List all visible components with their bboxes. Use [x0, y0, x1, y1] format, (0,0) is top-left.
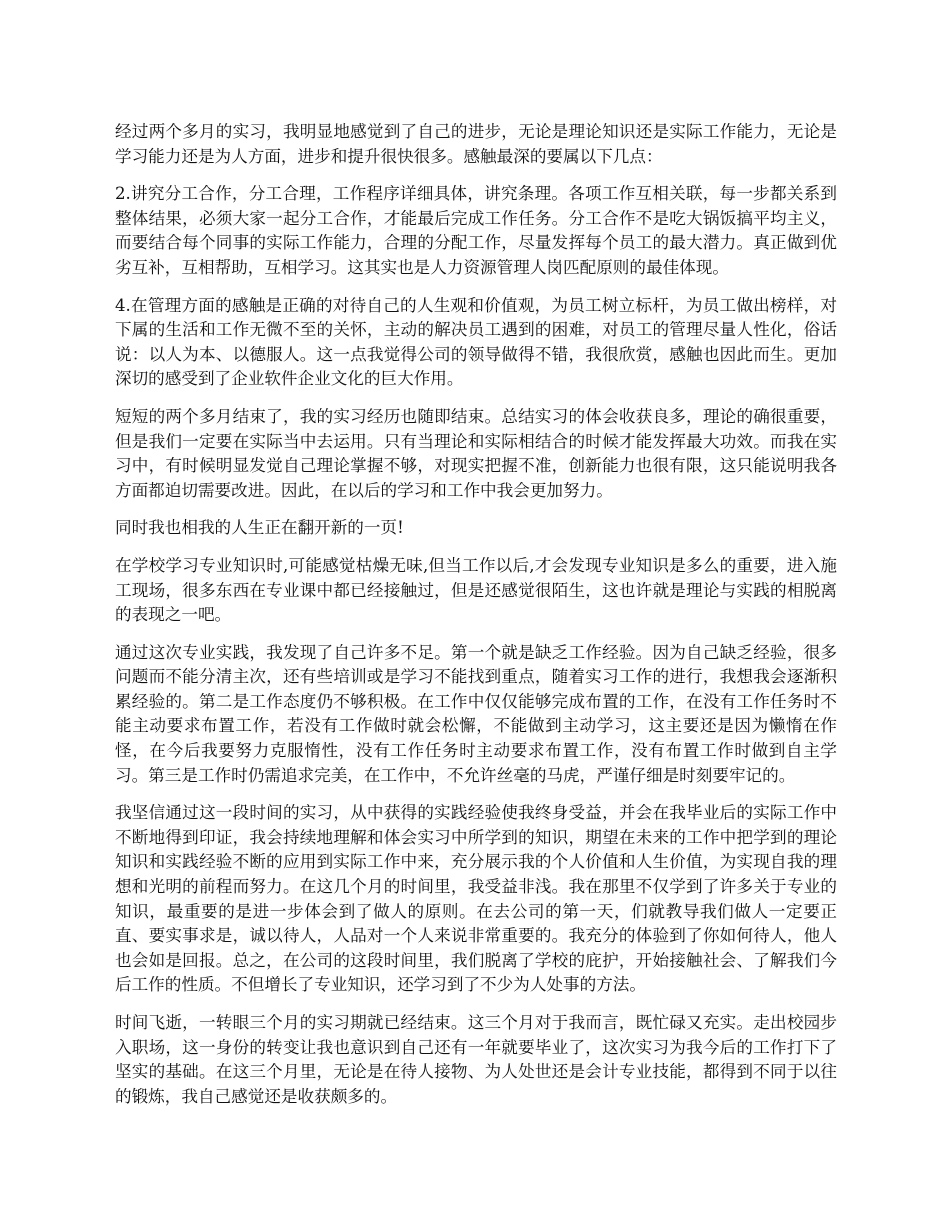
paragraph-conviction: 我坚信通过这一段时间的实习，从中获得的实践经验使我终身受益，并会在我毕业后的实际工作中不断地得到印证，我会持续地理解和体会实习中所学到的知识，期望在未来的工作中把学到的理论知识和实践经验不断的应用到实际工作中来，充分展示我的个人价值和人生价值，为实现自我的理想和光明的前程而努力。在这几个月的时间里，我受益非浅。我在那里不仅学到了许多关于专业的知识，最重要的是进一步体会到了做人的原则。在去公司的第一天，们就教导我们做人一定要正直、要实事求是，诚以待人，人品对一个人来说非常重要的。我充分的体验到了你如何待人，他人也会如是回报。总之，在公司的这段时间里，我们脱离了学校的庇护，开始接触社会、了解我们今后工作的性质。不但增长了专业知识，还学习到了不少为人处事的方法。: [115, 803, 837, 995]
paragraph-teamwork: 2.讲究分工合作，分工合理，工作程序详细具体，讲究条理。各项工作互相关联，每一步都关系到整体结果，必须大家一起分工合作，才能最后完成工作任务。分工合作不是吃大锅饭搞平均主义，而要结合每个同事的实际工作能力，合理的分配工作，尽量发挥每个员工的最大潜力。真正做到优劣互补，互相帮助，互相学习。这其实也是人力资源管理人岗匹配原则的最佳体现。: [115, 184, 837, 277]
paragraph-conclusion: 时间飞逝，一转眼三个月的实习期就已经结束。这三个月对于我而言，既忙碌又充实。走出校园步入职场，这一身份的转变让我也意识到自己还有一年就要毕业了，这次实习为我今后的工作打下了坚实的基础。在这三个月里，无论是在待人接物、为人处世还是会计专业技能，都得到不同于以往的锻炼，我自己感觉还是收获颇多的。: [115, 1013, 837, 1106]
paragraph-intro: 经过两个多月的实习，我明显地感觉到了自己的进步，无论是理论知识还是实际工作能力，无论是学习能力还是为人方面，进步和提升很快很多。感触最深的要属以下几点：: [115, 122, 837, 166]
paragraph-shortcomings: 通过这次专业实践，我发现了自己许多不足。第一个就是缺乏工作经验。因为自己缺乏经验，很多问题而不能分清主次，还有些培训或是学习不能找到重点，随着实习工作的进行，我想我会逐渐积累经验的。第二是工作态度仍不够积极。在工作中仅仅能够完成布置的工作，在没有工作任务时不能主动要求布置工作，若没有工作做时就会松懈，不能做到主动学习，这主要还是因为懒惰在作怪，在今后我要努力克服惰性，没有工作任务时主动要求布置工作，没有布置工作时做到自主学习。第三是工作时仍需追求完美，在工作中，不允许丝毫的马虎，严谨仔细是时刻要牢记的。: [115, 642, 837, 785]
paragraph-management: 4.在管理方面的感触是正确的对待自己的人生观和价值观，为员工树立标杆，为员工做出榜样，对下属的生活和工作无微不至的关怀，主动的解决员工遇到的困难，对员工的管理尽量人性化，俗话说：以人为本、以德服人。这一点我觉得公司的领导做得不错，我很欣赏，感触也因此而生。更加深切的感受到了企业软件企业文化的巨大作用。: [115, 295, 837, 389]
document-body: [115, 120, 837, 1109]
paragraph-professional-knowledge: 在学校学习专业知识时,可能感觉枯燥无味,但当工作以后,才会发现专业知识是多么的重要，进入施工现场，很多东西在专业课中都已经接触过，但是还感觉很陌生，这也许就是理论与实践的相脱离的表现之一吧。: [115, 555, 837, 625]
paragraph-new-page: 同时我也相我的人生正在翻开新的一页!: [115, 518, 404, 538]
paragraph-summary: 短短的两个多月结束了，我的实习经历也随即结束。总结实习的体会收获良多，理论的确很重要，但是我们一定要在实际当中去运用。只有当理论和实际相结合的时候才能发挥最大功效。而我在实习中，有时候明显发觉自己理论掌握不够，对现实把握不准，创新能力也很有限，这只能说明我各方面都迫切需要改进。因此，在以后的学习和工作中我会更加努力。: [115, 406, 837, 500]
